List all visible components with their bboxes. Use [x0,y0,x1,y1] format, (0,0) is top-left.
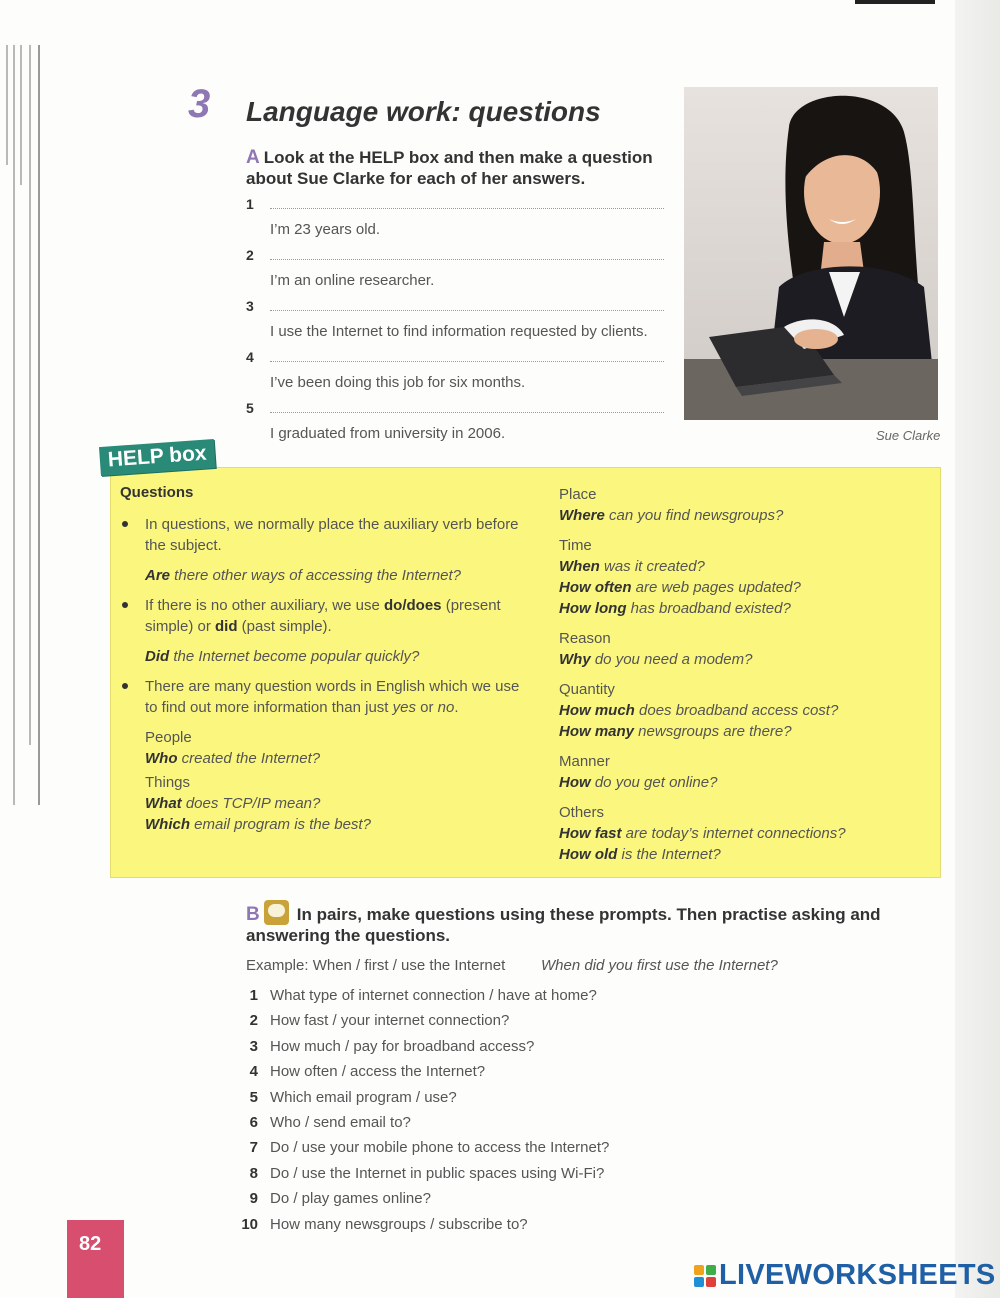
help-bullet-text: (present simple) or [145,597,501,635]
question-example [559,772,929,793]
help-example [120,646,520,667]
example-text: do you need a modem? [590,651,753,668]
task-b-heading [246,900,936,946]
help-example [120,565,520,586]
example-text: newsgroups are there? [634,723,792,740]
help-bullet-text: or [415,699,438,716]
liveworksheets-logo-icon [694,1265,716,1287]
question-word: How long [559,600,627,617]
bullet-dot-icon [122,521,128,527]
prompt-text: What type of internet connection / have at home? [270,987,597,1004]
answer-item [246,349,676,400]
item-number: 3 [246,298,254,314]
prompt-text: How many newsgroups / subscribe to? [270,1215,528,1233]
photo-illustration [684,87,938,420]
question-word: When [559,558,600,575]
answer-item [246,400,676,451]
italic-word: yes [392,699,416,716]
help-box-heading: Questions [120,484,194,501]
question-word: Which [145,816,190,833]
example-text: does TCP/IP mean? [181,795,321,812]
question-example [559,823,929,844]
question-example [120,748,520,769]
example-text: are web pages updated? [631,579,801,596]
item-number: 10 [241,1215,258,1233]
help-left-categories [120,727,520,835]
question-word: What [145,795,182,812]
section-title: Language work: questions [246,96,601,127]
task-a-instruction: Look at the HELP box and then make a question about Sue Clarke for each of her answers. [246,148,653,188]
question-example [559,721,929,742]
task-a-letter: A [246,147,260,168]
task-b-letter: B [246,904,260,925]
question-category-label: Quantity [559,681,615,698]
help-bullet-text: If there is no other auxiliary, we use [145,597,385,614]
top-rule [855,0,935,4]
bullet-dot-icon [122,683,128,689]
example-text: created the Internet? [177,750,321,767]
example-text: is the Internet? [617,846,721,863]
question-answer-line[interactable] [270,208,664,209]
question-word: How fast [559,825,622,842]
task-b-instruction: In pairs, make questions using these prompts. Then practise asking and answering the questions. [246,905,881,945]
keyword: do/does [384,597,442,614]
item-number: 6 [249,1113,258,1131]
help-bullet [120,514,520,556]
question-word: Are [145,567,171,584]
item-number: 7 [249,1139,258,1157]
page-number-tab [67,1220,124,1298]
example-text: the Internet become popular quickly? [169,648,420,665]
item-number: 1 [249,987,258,1004]
prompt-text: How fast / your internet connection? [270,1012,510,1030]
liveworksheets-watermark [694,1259,996,1292]
binding-edge [0,45,45,805]
prompt-text: Who / send email to? [270,1113,411,1131]
question-word: How often [559,579,632,596]
help-bullet-text: In questions, we normally place the auxiliary verb before the subject. [145,516,519,554]
item-number: 2 [249,1012,258,1030]
prompt-item [236,1137,836,1162]
question-word: How [559,774,591,791]
example-text: can you find newsgroups? [604,507,784,524]
question-category-label: Manner [559,753,610,770]
question-category-label: Reason [559,630,611,647]
task-b-prompt-list [236,985,836,1239]
item-number: 9 [249,1190,258,1208]
page-edge-shadow [955,0,1000,1298]
example-text: do you get online? [590,774,718,791]
help-bullet-text: . [454,699,459,716]
example-text: has broadband existed? [626,600,791,617]
question-category-label: Time [559,537,592,554]
prompt-item [236,1061,836,1086]
watermark-text: LIVEWORKSHEETS [719,1259,996,1291]
answer-item [246,247,676,298]
prompt-item [236,1036,836,1061]
item-number: 2 [246,247,254,263]
page-number: 82 [79,1233,102,1255]
question-answer-line[interactable] [270,361,664,362]
item-number: 4 [249,1063,258,1081]
task-b-example [246,957,778,974]
help-box-left-column [120,514,520,835]
question-word: How many [559,723,635,740]
help-bullet-text: There are many question words in English which we use to find out more information than just [145,678,520,716]
sue-clarke-photo [684,87,938,420]
question-word: How much [559,702,635,719]
question-word: Who [145,750,178,767]
help-box-label: HELP box [99,439,216,476]
question-example [559,844,929,865]
prompt-text: Do / play games online? [270,1190,431,1208]
example-answer: When did you first use the Internet? [541,957,778,974]
bullet-dot-icon [122,602,128,608]
section-number: 3 [188,82,211,126]
task-a-heading [246,147,686,189]
item-number: 3 [249,1037,258,1055]
question-example [120,814,520,835]
item-number: 5 [246,400,254,416]
question-word: Did [145,648,170,665]
question-answer-line[interactable] [270,310,664,311]
example-prompt: Example: When / first / use the Internet [246,957,506,974]
prompt-text: Which email program / use? [270,1088,457,1106]
help-bullet [120,676,520,718]
given-answer: I’ve been doing this job for six months. [270,374,526,391]
italic-word: no [437,699,455,716]
example-text: does broadband access cost? [634,702,839,719]
item-number: 8 [249,1164,258,1182]
item-number: 4 [246,349,254,365]
prompt-item [236,985,836,1010]
task-a-answer-list [246,196,676,451]
prompt-item [236,1163,836,1188]
question-example [559,556,929,577]
answer-item [246,298,676,349]
example-text: was it created? [599,558,705,575]
keyword: did [215,618,238,635]
prompt-item [236,1188,836,1213]
prompt-item [236,1214,836,1239]
given-answer: I use the Internet to find information requested by clients. [270,323,648,340]
given-answer: I’m an online researcher. [270,272,435,289]
speech-bubble-icon [264,900,289,925]
question-category-label: Place [559,486,597,503]
answer-item [246,196,676,247]
photo-caption: Sue Clarke [876,428,941,443]
help-bullet-text: (past simple). [237,618,332,635]
item-number: 5 [249,1088,258,1106]
question-example [559,505,929,526]
question-answer-line[interactable] [270,259,664,260]
example-text: email program is the best? [190,816,371,833]
question-category-label: Things [145,774,191,791]
question-example [559,598,929,619]
prompt-text: Do / use the Internet in public spaces using Wi-Fi? [270,1164,605,1182]
help-box-right-column [559,484,929,865]
given-answer: I graduated from university in 2006. [270,425,506,442]
question-answer-line[interactable] [270,412,664,413]
question-category-label: People [145,729,192,746]
question-example [559,700,929,721]
prompt-text: How often / access the Internet? [270,1063,486,1081]
question-example [559,649,929,670]
prompt-item [236,1087,836,1112]
question-example [559,577,929,598]
example-text: there other ways of accessing the Internet? [170,567,462,584]
question-word: How old [559,846,618,863]
example-text: are today’s internet connections? [621,825,846,842]
item-number: 1 [246,196,254,212]
prompt-item [236,1010,836,1035]
given-answer: I’m 23 years old. [270,221,381,238]
question-word: Why [559,651,591,668]
help-bullet [120,595,520,637]
question-word: Where [559,507,605,524]
prompt-text: How much / pay for broadband access? [270,1037,535,1055]
question-example [120,793,520,814]
prompt-item [236,1112,836,1137]
prompt-text: Do / use your mobile phone to access the Internet? [270,1139,610,1157]
question-category-label: Others [559,804,605,821]
